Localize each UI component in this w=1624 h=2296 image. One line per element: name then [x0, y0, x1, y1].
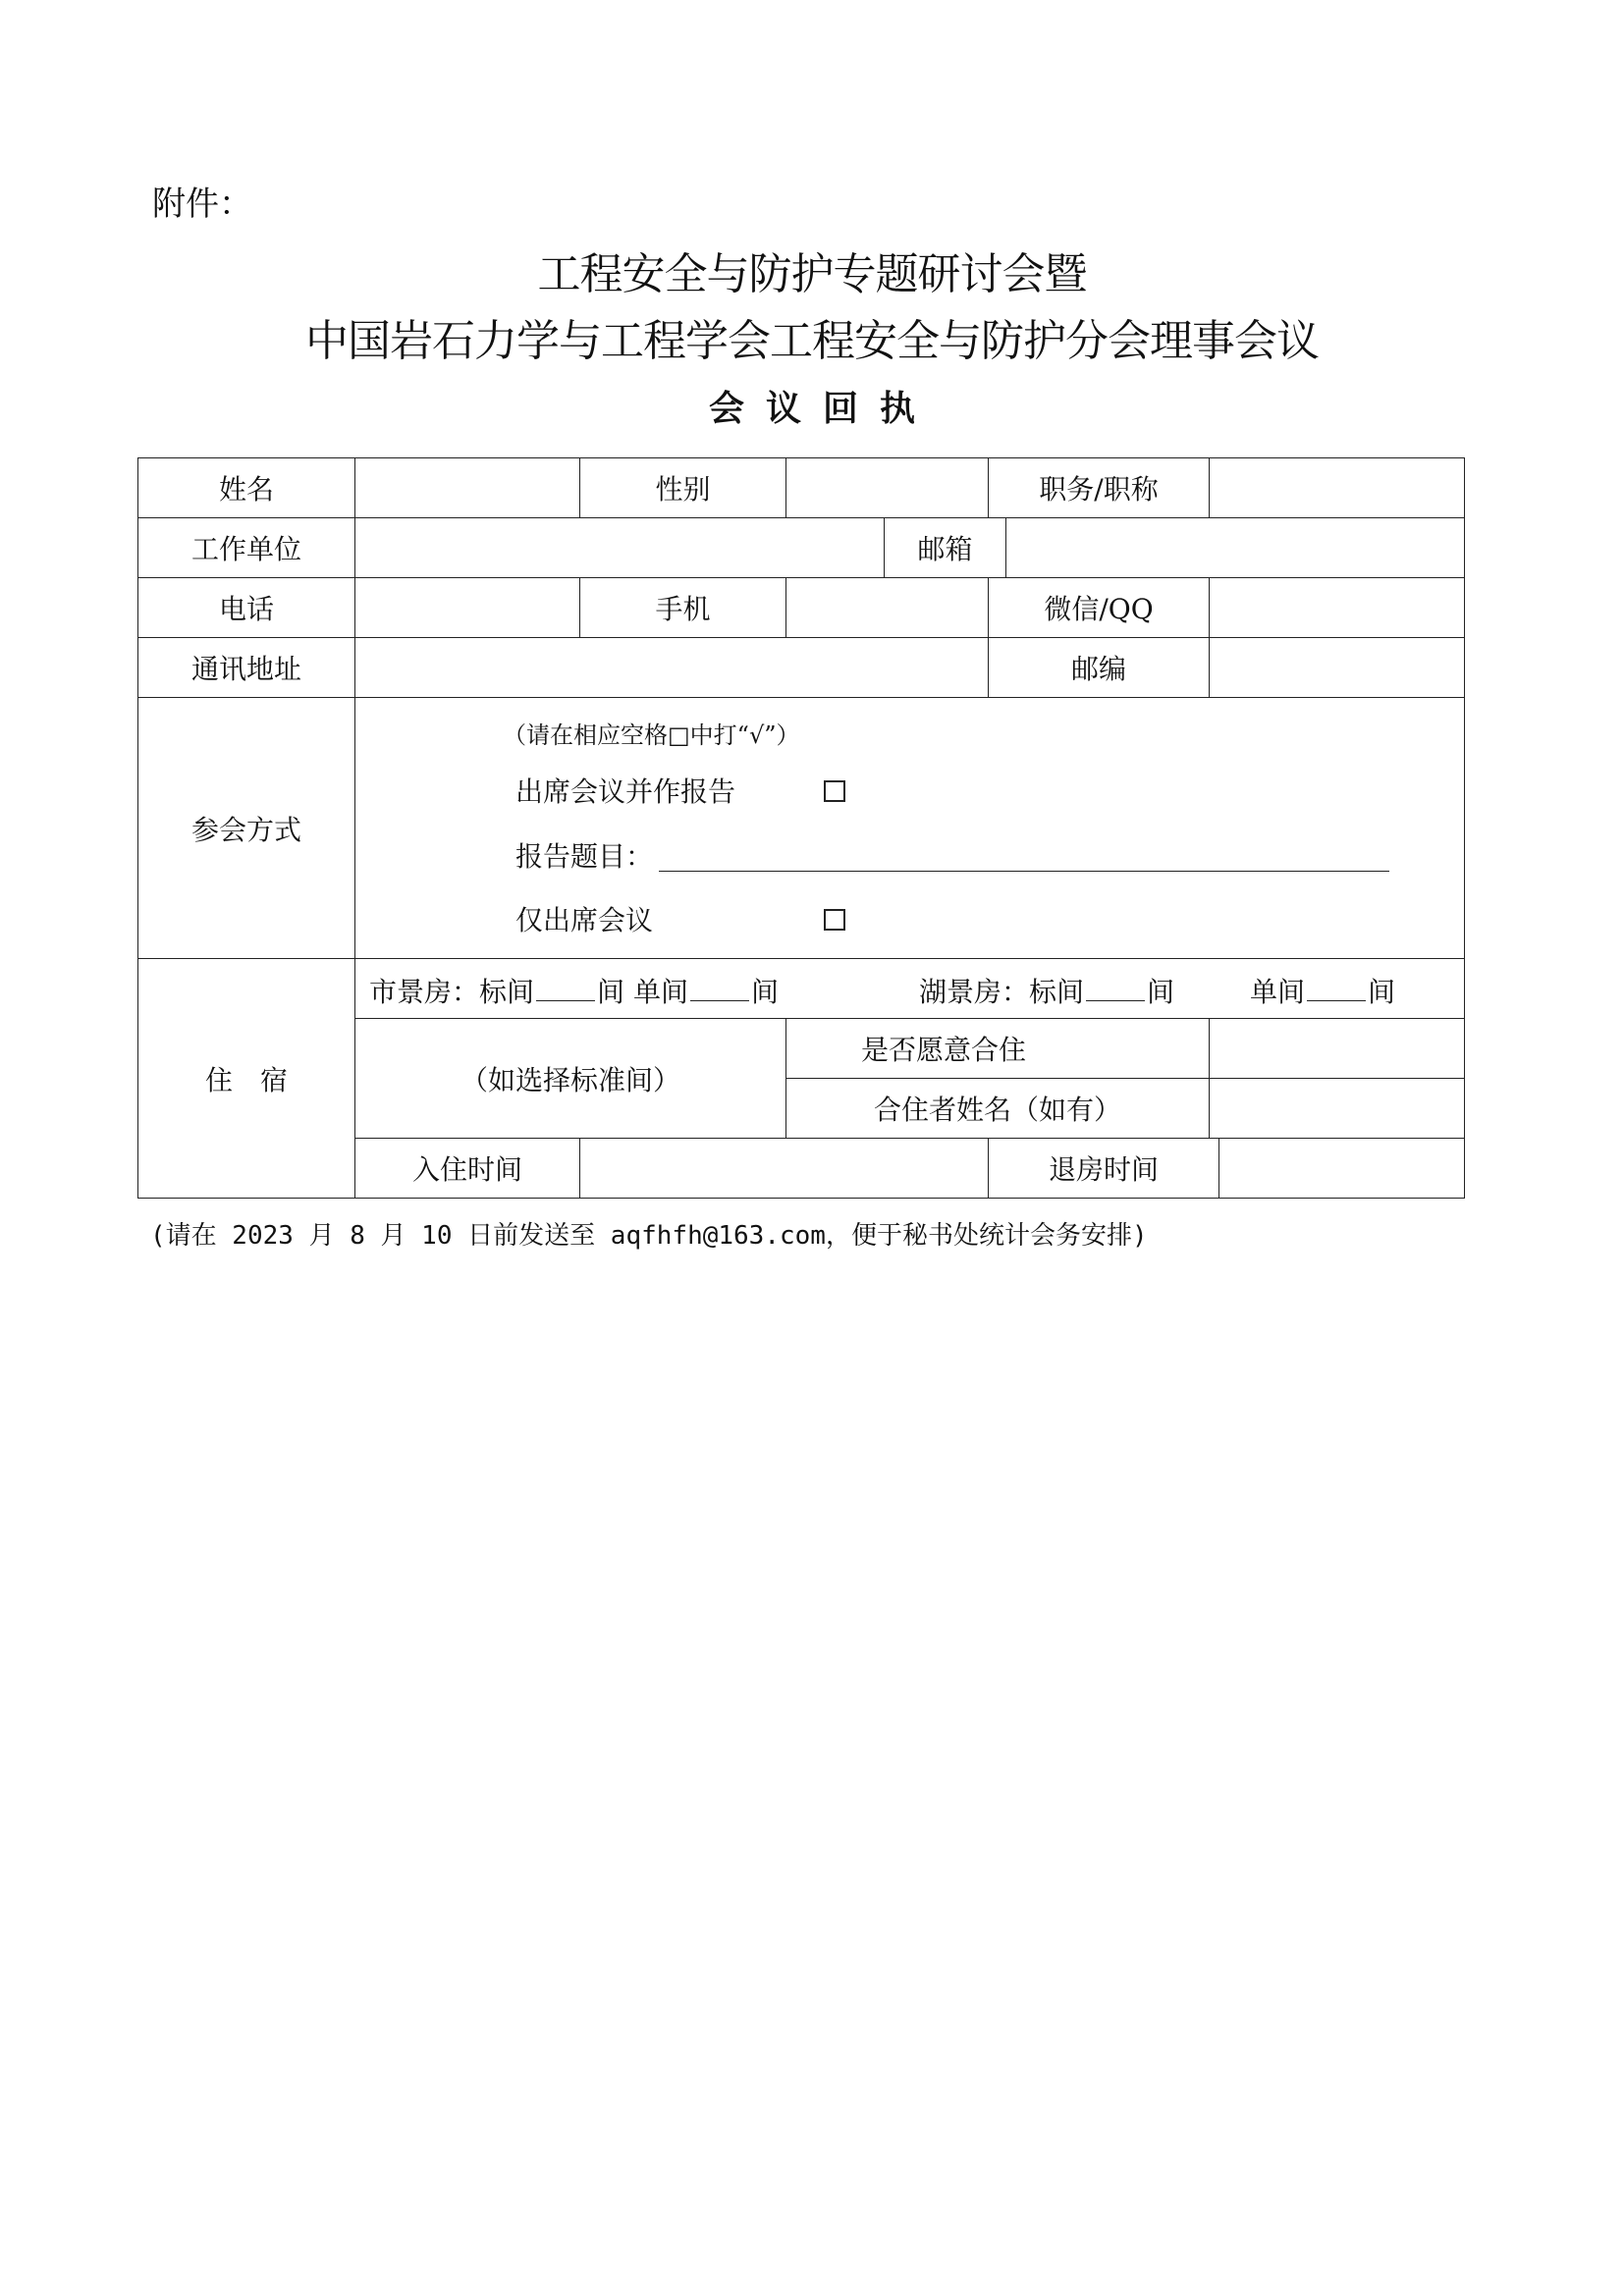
city-view-label: 市景房：标间: [369, 976, 535, 1008]
report-title-input-line[interactable]: [659, 871, 1389, 872]
city-standard-count-input[interactable]: [536, 975, 595, 1001]
row-org: [138, 518, 1465, 578]
option-attend-only-checkbox[interactable]: [824, 909, 845, 931]
address-label: 通讯地址: [138, 638, 355, 698]
standard-room-note: （如选择标准间）: [355, 1019, 786, 1139]
roommate-field[interactable]: [1210, 1079, 1465, 1139]
wechat-field[interactable]: [1210, 578, 1465, 638]
wechat-label: 微信/QQ: [989, 578, 1210, 638]
report-title-label: 报告题目：: [515, 840, 654, 873]
share-answer-field[interactable]: [1210, 1019, 1465, 1079]
city-view-unit2: 间: [750, 976, 779, 1008]
postcode-field[interactable]: [1210, 638, 1465, 698]
org-field[interactable]: [355, 518, 885, 578]
lake-view-unit2: 间: [1368, 976, 1396, 1008]
footnote: (请在 2023 月 8 月 10 日前发送至 aqfhfh@163.com，便于秘书处统计会务安排): [150, 1221, 1148, 1251]
lake-view-unit1: 间: [1147, 976, 1175, 1008]
roommate-label: 合住者姓名（如有）: [786, 1079, 1210, 1139]
checkout-label: 退房时间: [989, 1139, 1219, 1199]
registration-form-table: [137, 457, 1465, 1199]
attendance-note: （请在相应空格□中打“√”）: [503, 721, 800, 749]
lake-single-label: 单间: [1250, 976, 1306, 1008]
org-label: 工作单位: [138, 518, 355, 578]
attachment-label: 附件：: [152, 185, 252, 224]
lake-standard-count-input[interactable]: [1086, 975, 1145, 1001]
name-label: 姓名: [138, 458, 355, 518]
postcode-label: 邮编: [989, 638, 1210, 698]
mobile-label: 手机: [580, 578, 786, 638]
attendance-options: [355, 698, 1465, 959]
checkout-field[interactable]: [1219, 1139, 1465, 1199]
option-report-label: 出席会议并作报告: [515, 775, 736, 808]
lodging-label: 住 宿: [138, 959, 355, 1199]
email-field[interactable]: [1006, 518, 1465, 578]
email-label: 邮箱: [885, 518, 1006, 578]
row-attendance: [138, 698, 1465, 959]
row-phone: [138, 578, 1465, 638]
gender-field[interactable]: [786, 458, 989, 518]
row-lodging-rooms: [138, 959, 1465, 1019]
lake-single-count-input[interactable]: [1307, 975, 1366, 1001]
title-line-1: 工程安全与防护专题研讨会暨: [537, 249, 1087, 299]
phone-field[interactable]: [355, 578, 580, 638]
city-single-label: 单间: [632, 976, 688, 1008]
city-single-count-input[interactable]: [690, 975, 749, 1001]
phone-label: 电话: [138, 578, 355, 638]
lake-view-label: 湖景房：标间: [919, 976, 1085, 1008]
address-field[interactable]: [355, 638, 989, 698]
row-name: [138, 458, 1465, 518]
form-title: 会议回执: [708, 389, 937, 429]
option-attend-only-label: 仅出席会议: [515, 904, 654, 936]
share-question-label: 是否愿意合住: [786, 1019, 1210, 1079]
attendance-label: 参会方式: [138, 698, 355, 959]
option-report-checkbox[interactable]: [824, 780, 845, 802]
checkin-label: 入住时间: [355, 1139, 580, 1199]
row-address: [138, 638, 1465, 698]
checkin-field[interactable]: [580, 1139, 989, 1199]
title-line-2: 中国岩石力学与工程学会工程安全与防护分会理事会议: [305, 316, 1319, 366]
city-view-unit1: 间: [597, 976, 625, 1008]
gender-label: 性别: [580, 458, 786, 518]
position-field[interactable]: [1210, 458, 1465, 518]
position-label: 职务/职称: [989, 458, 1210, 518]
name-field[interactable]: [355, 458, 580, 518]
mobile-field[interactable]: [786, 578, 989, 638]
room-type-row: [355, 959, 1465, 1019]
